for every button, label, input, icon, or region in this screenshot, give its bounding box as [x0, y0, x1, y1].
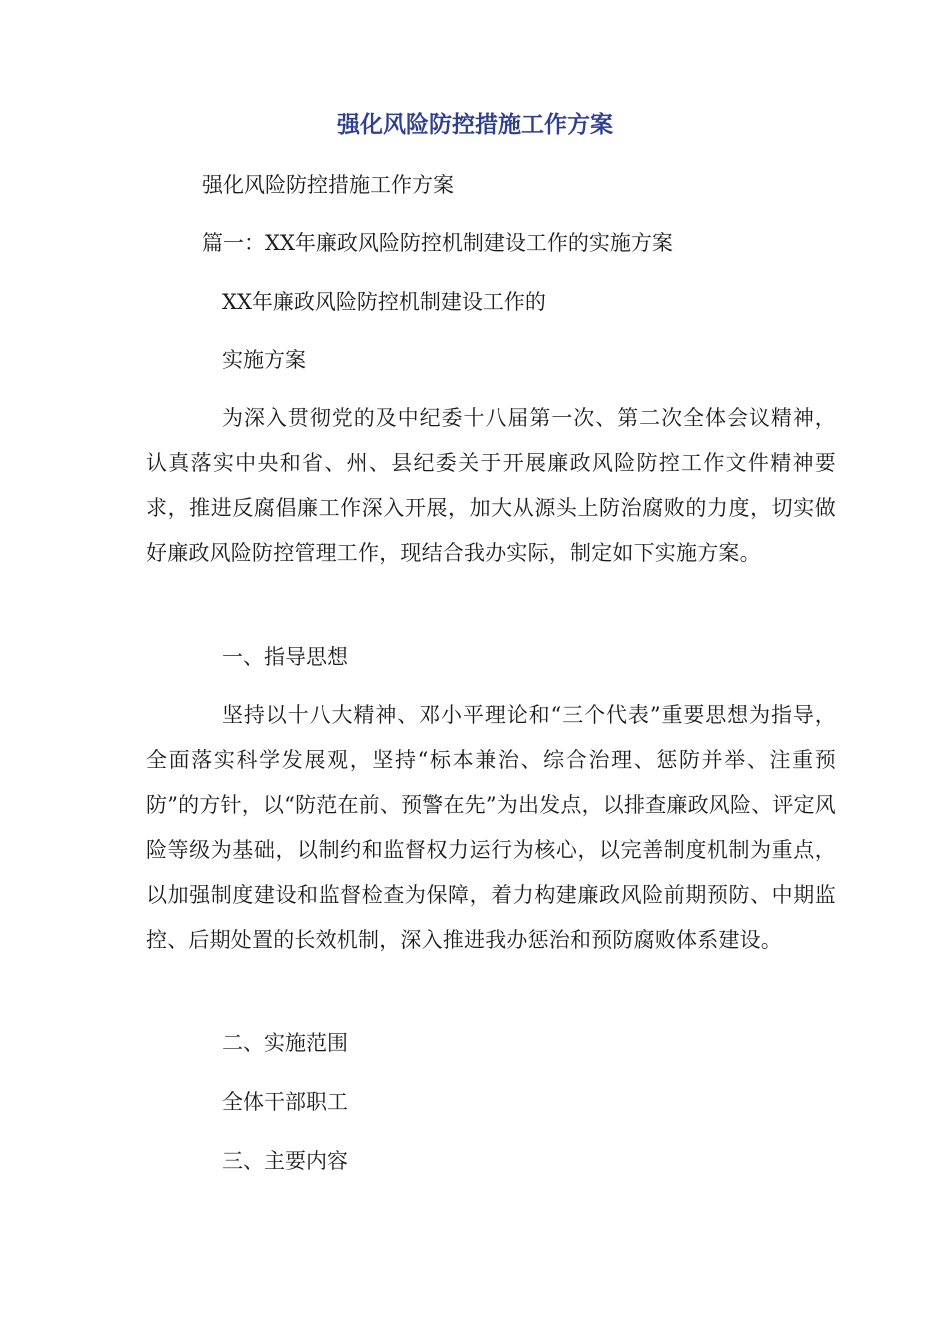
section-3-heading: 三、主要内容 [222, 1149, 348, 1173]
section-2-text: 全体干部职工 [222, 1090, 348, 1114]
document-title: 强化风险防控措施工作方案 [337, 112, 613, 138]
document-subtitle: 强化风险防控措施工作方案 [202, 173, 454, 197]
section-1-heading: 一、指导思想 [222, 645, 348, 669]
article-heading: 篇一：XX年廉政风险防控机制建设工作的实施方案 [202, 231, 673, 255]
section-1-paragraph: 坚持以十八大精神、邓小平理论和“三个代表”重要思想为指导，全面落实科学发展观，坚持“标本兼治、综合治理、惩防并举、注重预防”的方针，以“防范在前、预警在先”为出发点，以排查廉政风险、评定风险等级为基础，以制约和监督权力运行为核心，以完善制度机制为重点，以加强制度建设和监督检查为保障，着力构建廉政风险前期预防、中期监控、后期处置的长效机制，深入推进我办惩治和预防腐败体系建设。 [146, 703, 837, 952]
intro-paragraph: 为深入贯彻党的及中纪委十八届第一次、第二次全体会议精神，认真落实中央和省、州、县纪委关于开展廉政风险防控工作文件精神要求，推进反腐倡廉工作深入开展，加大从源头上防治腐败的力度，切实做好廉政风险防控管理工作，现结合我办实际，制定如下实施方案。 [146, 406, 836, 565]
section-2-heading: 二、实施范围 [222, 1031, 348, 1055]
inner-title-line-1: XX年廉政风险防控机制建设工作的 [222, 290, 546, 314]
inner-title-line-2: 实施方案 [222, 348, 306, 372]
